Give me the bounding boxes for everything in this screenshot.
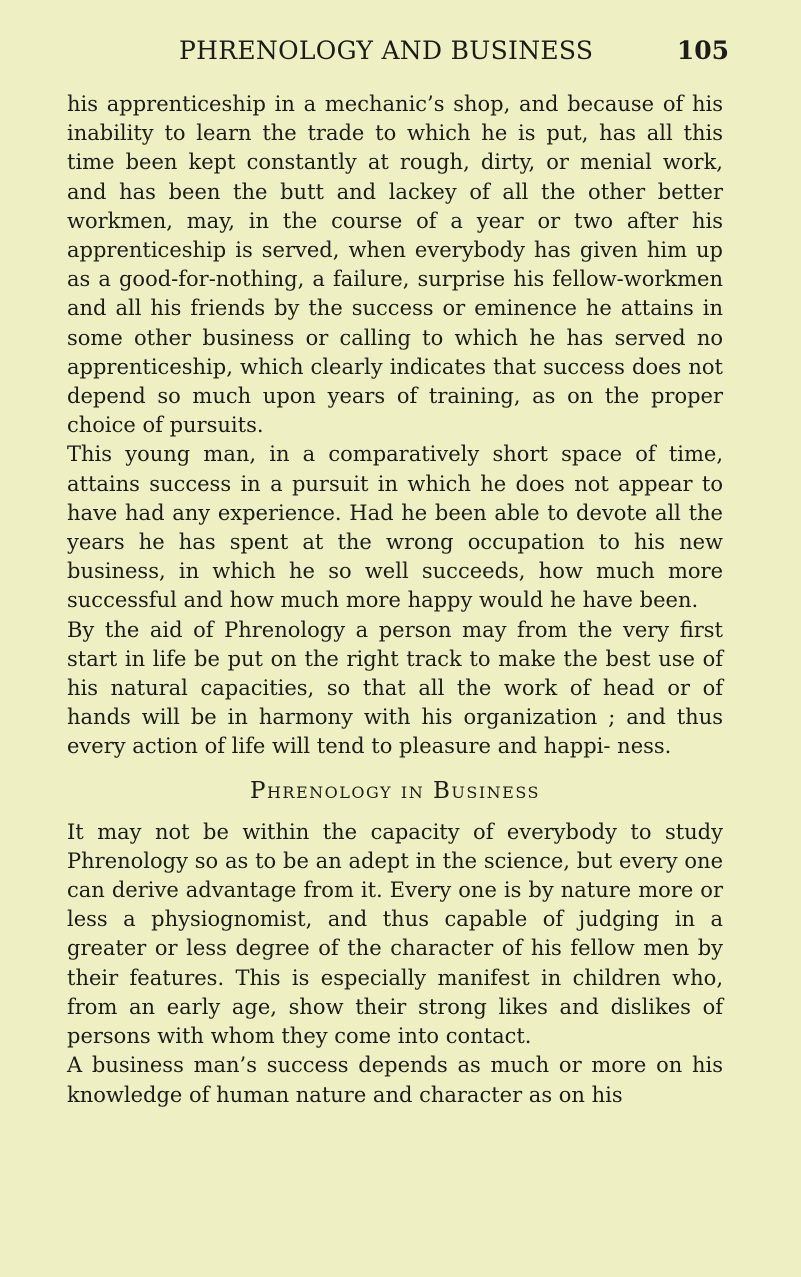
paragraph: A business man’s success depends as much or more on his knowledge of human nature and character as on his	[67, 1053, 723, 1107]
page-number: 105	[676, 36, 729, 65]
running-title: PHRENOLOGY AND BUSINESS	[179, 36, 594, 65]
body-text	[67, 90, 723, 1110]
paragraph: This young man, in a comparatively short space of time, attains success in a pursuit in which he does not appear to have had any experience. Had he been able to devote all the years he has spent at the wrong occupation to his new business, in which he so well succeeds, how much more successful and how much more happy would he have been.	[67, 442, 723, 613]
paragraph: his apprenticeship in a mechanic’s shop, and because of his inability to learn the trade to which he is put, has all this time been kept constantly at rough, dirty, or menial work, and has been the butt and lackey of all the other better workmen, may, in the course of a year or two after his apprenticeship is served, when everybody has given him up as a good-for-nothing, a failure, surprise his fellow-workmen and all his friends by the success or eminence he attains in some other business or calling to which he has served no apprenticeship, which clearly indicates that success does not depend so much upon years of training, as on the proper choice of pursuits.	[67, 92, 723, 438]
paragraph: It may not be within the capacity of everybody to study Phrenology so as to be an adept in the science, but every one can derive advantage from it. Every one is by nature more or less a physiognomist, and thus capable of judging in a greater or less degree of the character of his fellow men by their features. This is especially manifest in children who, from an early age, show their strong likes and dislikes of persons with whom they come into contact.	[67, 819, 723, 1049]
running-head	[67, 32, 729, 76]
section-heading: Phrenology in Business	[249, 777, 540, 804]
paragraph: By the aid of Phrenology a person may from the very first start in life be put on the right track to make the best use of his natural capacities, so that all the work of head or of hands will be in harmony with his organization ; and thus every action of life will tend to pleasure and happi- ness.	[67, 617, 723, 759]
